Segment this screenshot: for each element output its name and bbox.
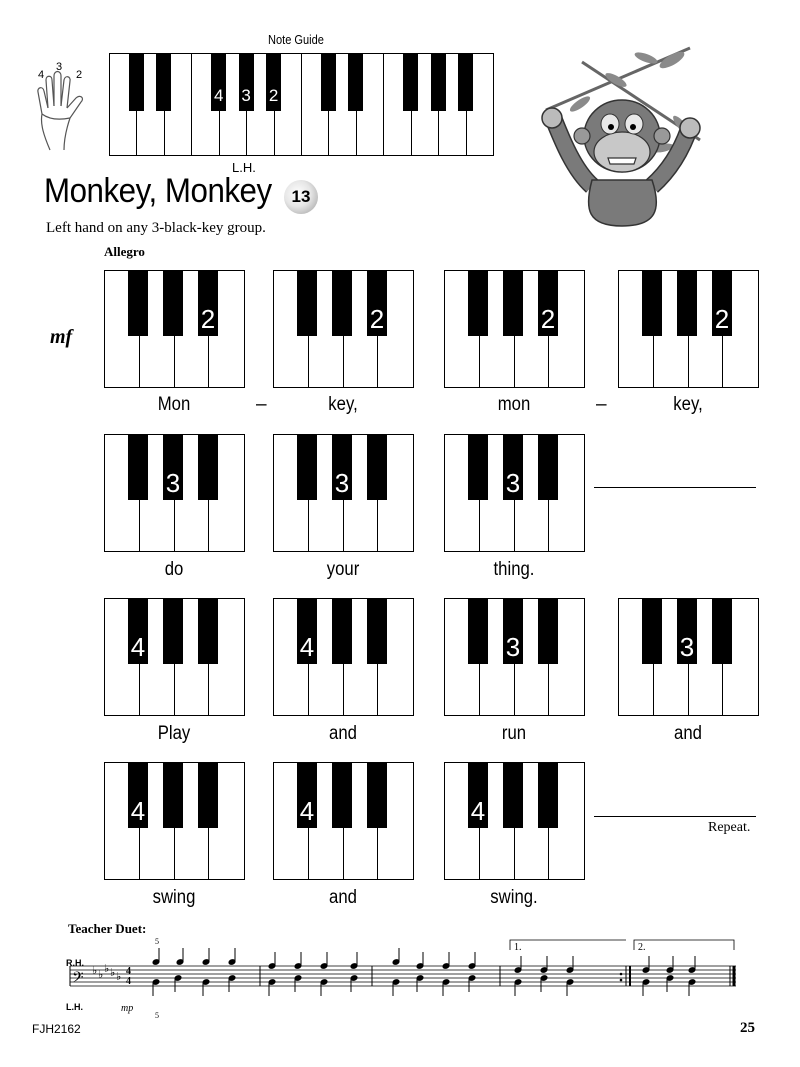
- hand-finger-4: 4: [38, 69, 45, 81]
- lyric-word: swing.: [490, 887, 538, 908]
- meter-top: 4: [126, 966, 131, 977]
- rest-line: [594, 816, 756, 817]
- instruction-text: Left hand on any 3-black-key group.: [46, 220, 266, 236]
- guide-finger-key: 2: [266, 53, 281, 111]
- finger-number-key: 4: [128, 598, 148, 664]
- keyboard-diagram: [273, 434, 412, 552]
- svg-text:♭: ♭: [116, 970, 122, 983]
- guide-black-key: [348, 53, 363, 111]
- duet-dynamic: mp: [121, 1003, 134, 1014]
- song-title: Monkey, Monkey: [44, 172, 272, 210]
- black-key: [468, 270, 488, 336]
- lyric-word: do: [164, 559, 184, 580]
- guide-black-key: [458, 53, 473, 111]
- meter-bottom: 4: [126, 976, 131, 987]
- lyric-hyphen: –: [256, 394, 267, 415]
- lyric-word: thing.: [493, 559, 535, 580]
- keyboard-diagram: [273, 270, 412, 388]
- black-key: [677, 270, 697, 336]
- black-key: [332, 762, 352, 828]
- duet-staff: [60, 936, 740, 1020]
- monkey-illustration: [522, 40, 702, 228]
- black-key: [128, 434, 148, 500]
- keyboard-diagram: [444, 434, 583, 552]
- note-guide-title: Note Guide: [268, 32, 324, 47]
- keyboard-diagram: [104, 762, 243, 880]
- finger-number-key: 4: [297, 762, 317, 828]
- keyboard-diagram: [444, 598, 583, 716]
- black-key: [642, 598, 662, 664]
- svg-text:𝄢: 𝄢: [72, 969, 84, 990]
- lyric-word: and: [329, 887, 357, 908]
- keyboard-diagram: [104, 434, 243, 552]
- guide-black-key: [321, 53, 336, 111]
- black-key: [163, 598, 183, 664]
- finger-number-key: 2: [367, 270, 387, 336]
- black-key: [538, 434, 558, 500]
- guide-black-key: [129, 53, 144, 111]
- finger-number-key: 3: [163, 434, 183, 500]
- catalog-code: FJH2162: [32, 1022, 81, 1036]
- lyric-word: your: [326, 559, 360, 580]
- hand-finger-3: 3: [56, 61, 63, 73]
- svg-text:♭: ♭: [98, 968, 104, 981]
- lyric-word: key,: [673, 394, 703, 415]
- lyric-word: key,: [328, 394, 358, 415]
- keyboard-diagram: [444, 270, 583, 388]
- finger-number-key: 3: [503, 434, 523, 500]
- lyric-word: and: [329, 723, 357, 744]
- finger-number-key: 3: [332, 434, 352, 500]
- keyboard-diagram: [618, 270, 757, 388]
- black-key: [367, 762, 387, 828]
- black-key: [468, 598, 488, 664]
- svg-text:♭: ♭: [92, 964, 98, 977]
- black-key: [198, 762, 218, 828]
- lyric-word: run: [501, 723, 527, 744]
- black-key: [538, 598, 558, 664]
- black-key: [642, 270, 662, 336]
- second-ending-label: 2.: [638, 942, 646, 953]
- hand-fingering-icon: [30, 58, 102, 154]
- black-key: [538, 762, 558, 828]
- note-guide-hand-label: L.H.: [232, 160, 256, 175]
- finger-number-key: 4: [468, 762, 488, 828]
- marker-top: 5: [155, 937, 159, 946]
- black-key: [297, 434, 317, 500]
- svg-text:♭: ♭: [110, 966, 116, 979]
- black-key: [163, 270, 183, 336]
- tempo-marking: Allegro: [104, 244, 145, 259]
- keyboard-diagram: [273, 762, 412, 880]
- black-key: [503, 762, 523, 828]
- keyboard-diagram: [104, 598, 243, 716]
- right-hand-label: R.H.: [66, 958, 84, 968]
- lyric-word: and: [674, 723, 702, 744]
- black-key: [332, 270, 352, 336]
- black-key: [128, 270, 148, 336]
- track-number-badge: 13: [284, 180, 318, 214]
- black-key: [163, 762, 183, 828]
- black-key: [367, 434, 387, 500]
- guide-black-key: [403, 53, 418, 111]
- guide-finger-key: 4: [211, 53, 226, 111]
- dynamic-marking: mf: [50, 326, 73, 348]
- keyboard-diagram: [618, 598, 757, 716]
- guide-finger-key: 3: [239, 53, 254, 111]
- guide-black-key: [156, 53, 171, 111]
- keyboard-diagram: [273, 598, 412, 716]
- finger-number-key: 4: [128, 762, 148, 828]
- svg-text:♭: ♭: [104, 962, 110, 975]
- lyric-word: swing: [152, 887, 196, 908]
- finger-number-key: 4: [297, 598, 317, 664]
- keyboard-diagram: [104, 270, 243, 388]
- finger-number-key: 2: [198, 270, 218, 336]
- hand-finger-2: 2: [76, 69, 83, 81]
- marker-bottom: 5: [155, 1011, 159, 1020]
- lyric-hyphen: –: [596, 394, 607, 415]
- finger-number-key: 2: [538, 270, 558, 336]
- black-key: [297, 270, 317, 336]
- black-key: [503, 270, 523, 336]
- black-key: [332, 598, 352, 664]
- guide-black-key: [431, 53, 446, 111]
- keyboard-diagram: [444, 762, 583, 880]
- first-ending-label: 1.: [514, 942, 522, 953]
- rest-line: [594, 487, 756, 488]
- finger-number-key: 3: [677, 598, 697, 664]
- teacher-duet-label: Teacher Duet:: [68, 921, 147, 936]
- page-number: 25: [740, 1020, 755, 1036]
- lyric-word: mon: [497, 394, 531, 415]
- finger-number-key: 2: [712, 270, 732, 336]
- black-key: [712, 598, 732, 664]
- black-key: [468, 434, 488, 500]
- finger-number-key: 3: [503, 598, 523, 664]
- left-hand-label: L.H.: [66, 1002, 83, 1012]
- black-key: [198, 434, 218, 500]
- lyric-word: Mon: [157, 394, 191, 415]
- lyric-word: Play: [157, 723, 191, 744]
- note-guide-keyboard: [109, 53, 493, 156]
- repeat-label: Repeat.: [708, 820, 751, 835]
- black-key: [367, 598, 387, 664]
- black-key: [198, 598, 218, 664]
